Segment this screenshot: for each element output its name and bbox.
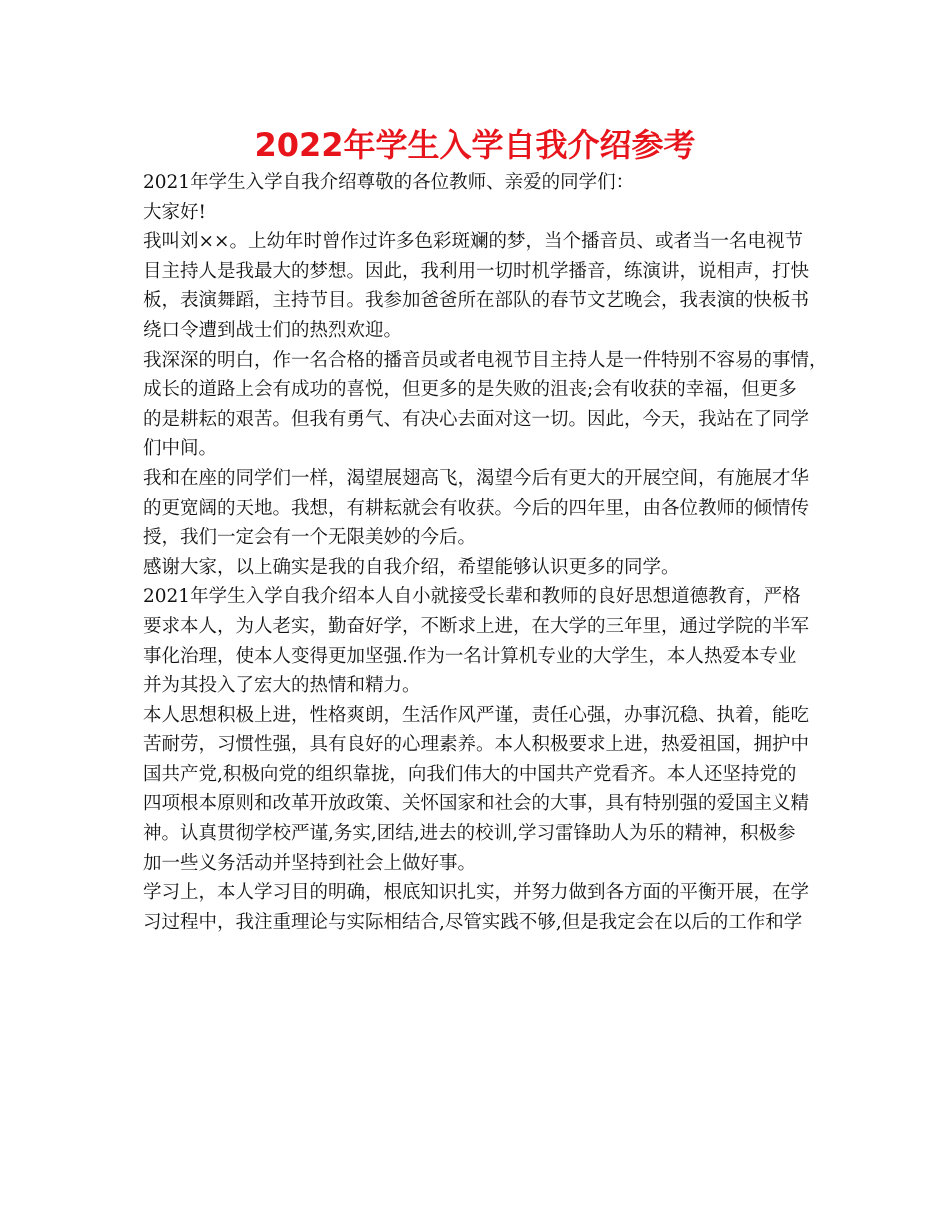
text-line: 神。认真贯彻学校严谨,务实,团结,进去的校训,学习雷锋助人为乐的精神，积极参 [143,823,796,845]
text-line: 要求本人，为人老实，勤奋好学，不断求上进，在大学的三年里，通过学院的半军 [143,615,810,637]
text-line: 的是耕耘的艰苦。但我有勇气、有决心去面对这一切。因此，今天，我站在了同学 [143,408,810,430]
text-line: 我深深的明白，作一名合格的播音员或者电视节目主持人是一件特别不容易的事情， [143,349,828,371]
text-line: 绕口令遭到战士们的热烈欢迎。 [143,319,403,341]
text-line: 感谢大家，以上确实是我的自我介绍，希望能够认识更多的同学。 [143,556,680,578]
text-line: 我叫刘××。上幼年时曾作过许多色彩斑斓的梦，当个播音员、或者当一名电视节 [143,231,804,253]
text-line: 成长的道路上会有成功的喜悦，但更多的是失败的沮丧;会有收获的幸福，但更多 [143,379,797,401]
text-line: 事化治理，使本人变得更加坚强.作为一名计算机专业的大学生，本人热爱本专业 [143,645,797,667]
text-line: 我和在座的同学们一样，渴望展翅高飞，渴望今后有更大的开展空间，有施展才华 [143,467,810,489]
text-line: 四项根本原则和改革开放政策、关怀国家和社会的大事，具有特别强的爱国主义精 [143,793,810,815]
text-line: 苦耐劳，习惯性强，具有良好的心理素养。本人积极要求上进，热爱祖国，拥护中 [143,734,810,756]
text-line: 国共产党,积极向党的组织靠拢，向我们伟大的中国共产党看齐。本人还坚持党的 [143,763,797,785]
text-line: 目主持人是我最大的梦想。因此，我利用一切时机学播音，练演讲，说相声，打快 [143,260,810,282]
text-line: 们中间。 [143,438,218,460]
text-line: 并为其投入了宏大的热情和精力。 [143,675,421,697]
text-line: 大家好! [143,201,206,223]
text-line: 习过程中，我注重理论与实际相结合,尽管实践不够,但是我定会在以后的工作和学 [143,911,803,933]
text-line: 加一些义务活动并坚持到社会上做好事。 [143,852,477,874]
text-line: 本人思想积极上进，性格爽朗，生活作风严谨，责任心强，办事沉稳、执着，能吃 [143,704,810,726]
text-line: 2021年学生入学自我介绍尊敬的各位教师、亲爱的同学们： [143,172,635,193]
text-line: 2021年学生入学自我介绍本人自小就接受长辈和教师的良好思想道德教育，严格 [143,586,801,608]
document-title: 2022年学生入学自我介绍参考 [254,126,696,164]
text-line: 板，表演舞蹈，主持节目。我参加爸爸所在部队的春节文艺晚会，我表演的快板书 [143,290,810,312]
document-body [143,168,828,937]
text-line: 学习上，本人学习目的明确，根底知识扎实，并努力做到各方面的平衡开展，在学 [143,882,810,904]
text-line: 的更宽阔的天地。我想，有耕耘就会有收获。今后的四年里，由各位教师的倾情传 [143,497,810,519]
text-line: 授，我们一定会有一个无限美妙的今后。 [143,527,477,549]
